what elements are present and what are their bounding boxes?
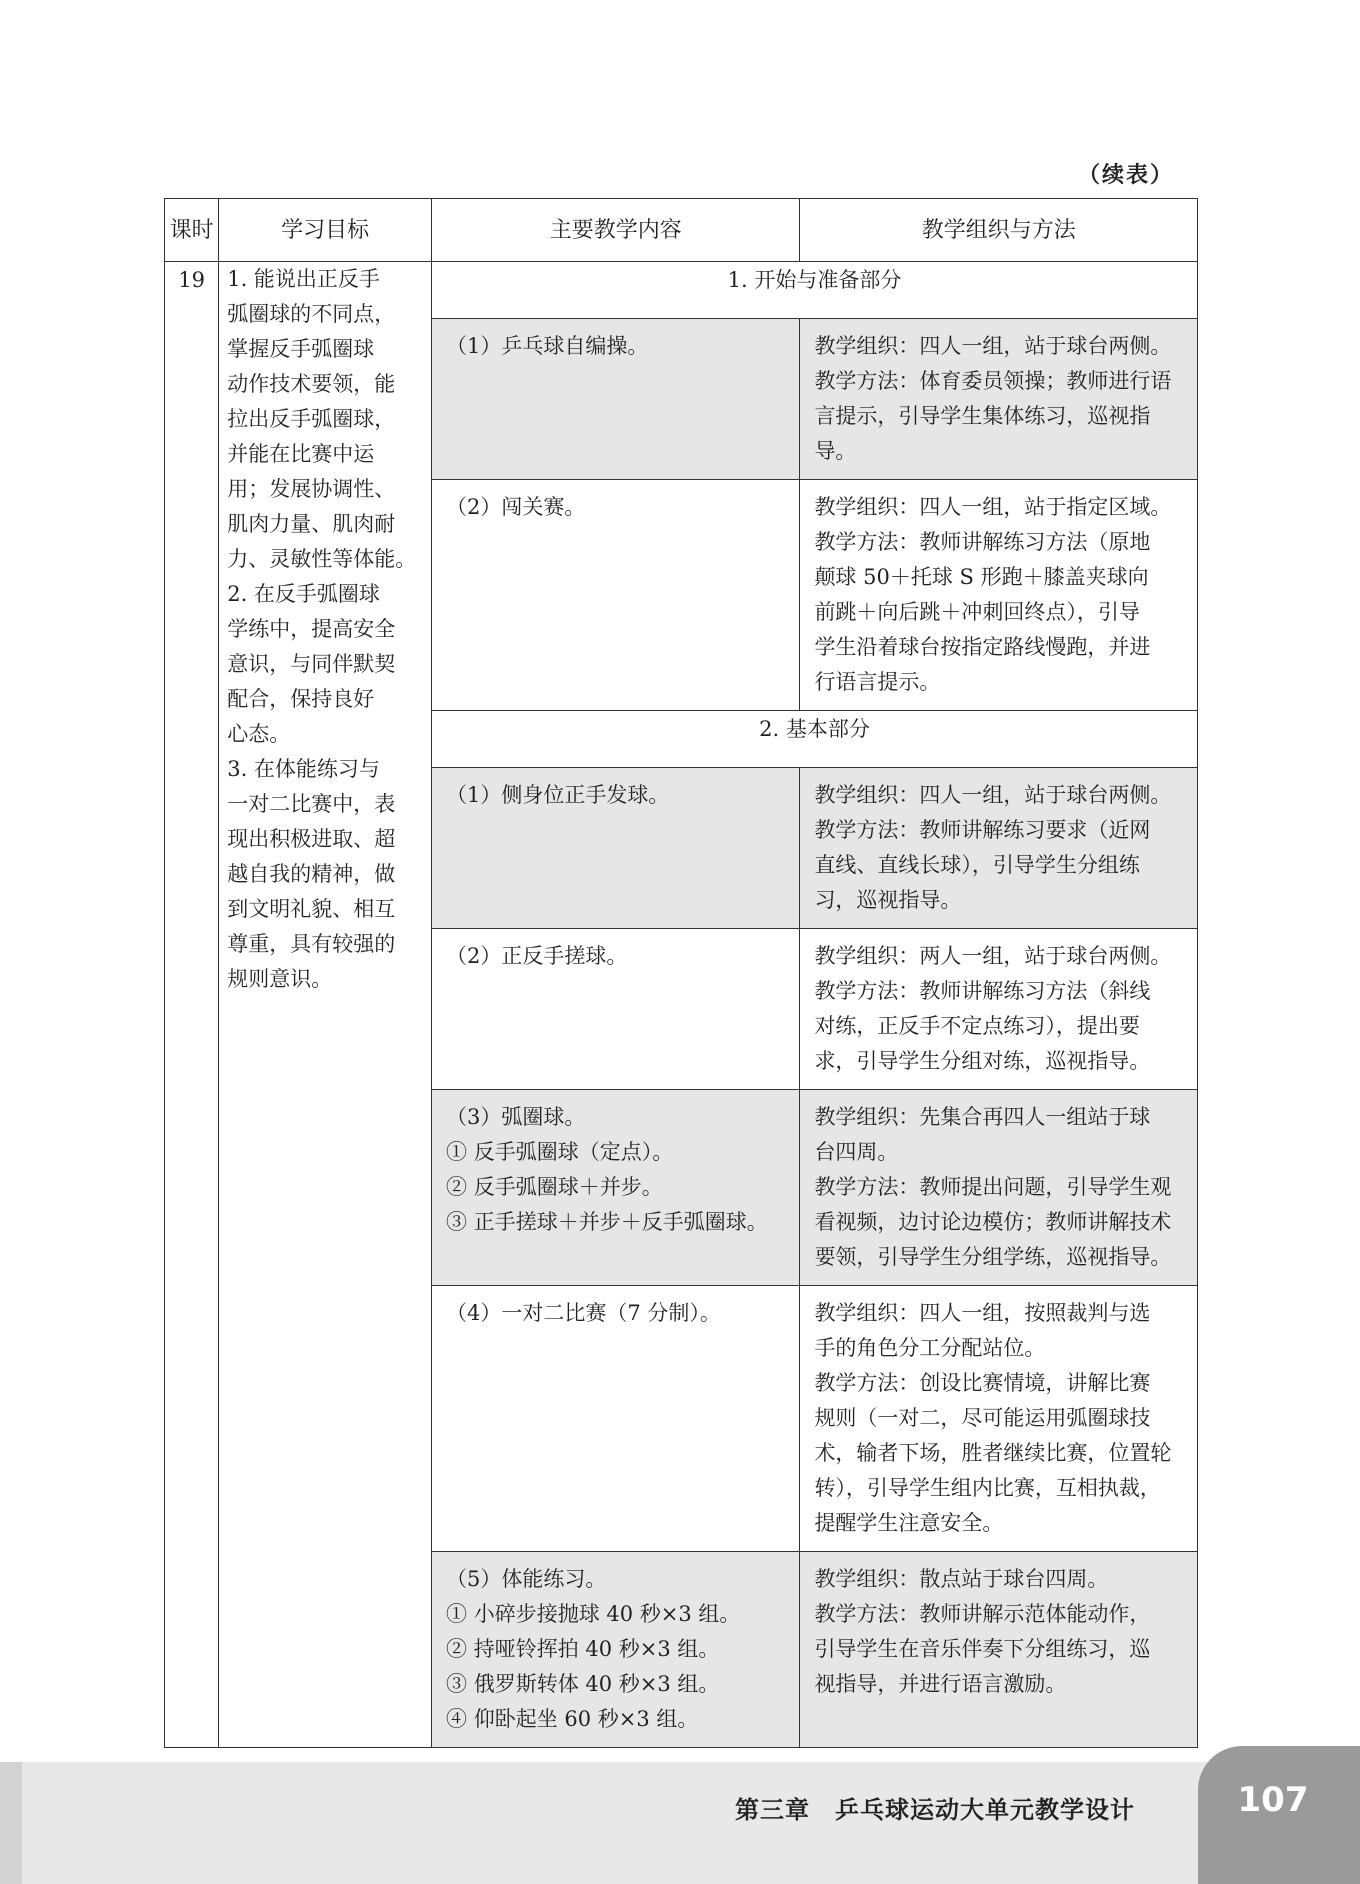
header-content: 主要教学内容 — [432, 199, 800, 262]
goal-line: 并能在比赛中运 — [227, 442, 375, 466]
content-line: （2）闯关赛。 — [446, 495, 586, 519]
goal-line: 越自我的精神，做 — [227, 862, 396, 886]
goal-line: 配合，保持良好 — [227, 687, 375, 711]
goal-line: 学练中，提高安全 — [227, 617, 396, 641]
header-goals: 学习目标 — [219, 199, 432, 262]
section-row — [165, 262, 1198, 319]
teaching-content-cell — [432, 929, 800, 1090]
teaching-method-cell — [800, 319, 1198, 480]
lesson-plan-table — [164, 198, 1198, 1748]
teaching-content-cell — [432, 768, 800, 929]
method-line: 行语言提示。 — [814, 670, 941, 694]
goal-line: 掌握反手弧圈球 — [227, 337, 375, 361]
method-line: 前跳＋向后跳＋冲刺回终点），引导 — [814, 600, 1140, 624]
content-line: ① 小碎步接抛球 40 秒×3 组。 — [446, 1602, 741, 1626]
teaching-content-cell — [432, 1286, 800, 1552]
content-line: ④ 仰卧起坐 60 秒×3 组。 — [446, 1707, 699, 1731]
method-line: 对练，正反手不定点练习），提出要 — [814, 1014, 1140, 1038]
method-line: 看视频，边讨论边模仿；教师讲解技术 — [814, 1210, 1172, 1234]
content-line: （4）一对二比赛（7 分制）。 — [446, 1301, 721, 1325]
content-line: （5）体能练习。 — [446, 1567, 607, 1591]
content-line: （2）正反手搓球。 — [446, 944, 628, 968]
header-method: 教学组织与方法 — [800, 199, 1198, 262]
goal-line: 尊重，具有较强的 — [227, 932, 396, 956]
content-line: （3）弧圈球。 — [446, 1105, 586, 1129]
goal-line: 动作技术要领，能 — [227, 372, 396, 396]
content-line: ① 反手弧圈球（定点）。 — [446, 1140, 674, 1164]
continued-label: （续表） — [1078, 163, 1175, 188]
goal-line: 弧圈球的不同点， — [227, 302, 396, 326]
goal-line: 规则意识。 — [227, 967, 333, 991]
method-line: 教学方法：教师讲解练习方法（斜线 — [814, 979, 1151, 1003]
page-number: 107 — [1237, 1780, 1309, 1820]
lesson-number: 19 — [165, 262, 219, 1748]
goal-line: 用；发展协调性、 — [227, 477, 396, 501]
goal-line: 1. 能说出正反手 — [227, 267, 380, 291]
goal-line: 2. 在反手弧圈球 — [227, 582, 380, 606]
teaching-method-cell — [800, 768, 1198, 929]
method-line: 台四周。 — [814, 1140, 899, 1164]
goal-line: 一对二比赛中，表 — [227, 792, 396, 816]
content-line: （1）侧身位正手发球。 — [446, 783, 670, 807]
content-line: ② 反手弧圈球＋并步。 — [446, 1175, 663, 1199]
chapter-title: 第三章 乒乓球运动大单元教学设计 — [735, 1796, 1135, 1824]
goal-line: 3. 在体能练习与 — [227, 757, 380, 781]
content-line: ③ 俄罗斯转体 40 秒×3 组。 — [446, 1672, 720, 1696]
method-line: 提醒学生注意安全。 — [814, 1511, 1004, 1535]
table-body — [165, 262, 1198, 1748]
method-line: 言提示，引导学生集体练习，巡视指导。 — [814, 404, 1151, 463]
teaching-content-cell — [432, 1090, 800, 1286]
method-line: 教学方法：教师提出问题，引导学生观 — [814, 1175, 1172, 1199]
method-line: 颠球 50＋托球 S 形跑＋膝盖夹球向 — [814, 565, 1149, 589]
section-title: 2. 基本部分 — [432, 711, 1198, 768]
method-line: 教学组织：四人一组，站于指定区域。 — [814, 495, 1172, 519]
teaching-content-cell — [432, 319, 800, 480]
teaching-content-cell — [432, 480, 800, 711]
method-line: 教学组织：散点站于球台四周。 — [814, 1567, 1109, 1591]
goal-line: 心态。 — [227, 722, 291, 746]
content-line: ③ 正手搓球＋并步＋反手弧圈球。 — [446, 1210, 768, 1234]
method-line: 教学方法：创设比赛情境，讲解比赛 — [814, 1371, 1151, 1395]
teaching-method-cell — [800, 929, 1198, 1090]
header-lesson: 课时 — [165, 199, 219, 262]
table-header-row — [165, 199, 1198, 262]
content-line: （1）乒乓球自编操。 — [446, 334, 649, 358]
method-line: 求，引导学生分组对练，巡视指导。 — [814, 1049, 1151, 1073]
method-line: 教学组织：两人一组，站于球台两侧。 — [814, 944, 1172, 968]
method-line: 教学方法：教师讲解练习方法（原地 — [814, 530, 1151, 554]
content-line: ② 持哑铃挥拍 40 秒×3 组。 — [446, 1637, 720, 1661]
method-line: 学生沿着球台按指定路线慢跑，并进 — [814, 635, 1151, 659]
goal-line: 拉出反手弧圈球， — [227, 407, 396, 431]
footer-edge-strip — [0, 1762, 22, 1884]
goal-line: 意识，与同伴默契 — [227, 652, 396, 676]
section-title: 1. 开始与准备部分 — [432, 262, 1198, 319]
teaching-method-cell — [800, 1552, 1198, 1748]
method-line: 教学组织：四人一组，站于球台两侧。 — [814, 783, 1172, 807]
teaching-method-cell — [800, 1090, 1198, 1286]
method-line: 视指导，并进行语言激励。 — [814, 1672, 1067, 1696]
method-line: 要领，引导学生分组学练，巡视指导。 — [814, 1245, 1172, 1269]
method-line: 规则（一对二，尽可能运用弧圈球技 — [814, 1406, 1151, 1430]
goal-line: 现出积极进取、超 — [227, 827, 396, 851]
method-line: 术，输者下场，胜者继续比赛，位置轮 — [814, 1441, 1172, 1465]
teaching-content-cell — [432, 1552, 800, 1748]
method-line: 直线、直线长球），引导学生分组练 — [814, 853, 1140, 877]
method-line: 教学组织：四人一组，按照裁判与选 — [814, 1301, 1151, 1325]
method-line: 教学方法：教师讲解示范体能动作， — [814, 1602, 1151, 1626]
method-line: 教学方法：教师讲解练习要求（近网 — [814, 818, 1151, 842]
teaching-method-cell — [800, 1286, 1198, 1552]
goal-line: 肌肉力量、肌肉耐 — [227, 512, 396, 536]
method-line: 教学方法：体育委员领操；教师进行语 — [814, 369, 1172, 393]
goal-line: 力、灵敏性等体能。 — [227, 547, 417, 571]
goal-line: 到文明礼貌、相互 — [227, 897, 396, 921]
method-line: 习，巡视指导。 — [814, 888, 962, 912]
method-line: 教学组织：先集合再四人一组站于球 — [814, 1105, 1151, 1129]
teaching-method-cell — [800, 480, 1198, 711]
method-line: 引导学生在音乐伴奏下分组练习，巡 — [814, 1637, 1151, 1661]
learning-goals — [219, 262, 432, 1748]
learning-goals-text — [227, 262, 423, 997]
method-line: 手的角色分工分配站位。 — [814, 1336, 1046, 1360]
page-footer — [0, 1762, 1360, 1884]
method-line: 教学组织：四人一组，站于球台两侧。 — [814, 334, 1172, 358]
method-line: 转），引导学生组内比赛，互相执裁， — [814, 1476, 1161, 1500]
